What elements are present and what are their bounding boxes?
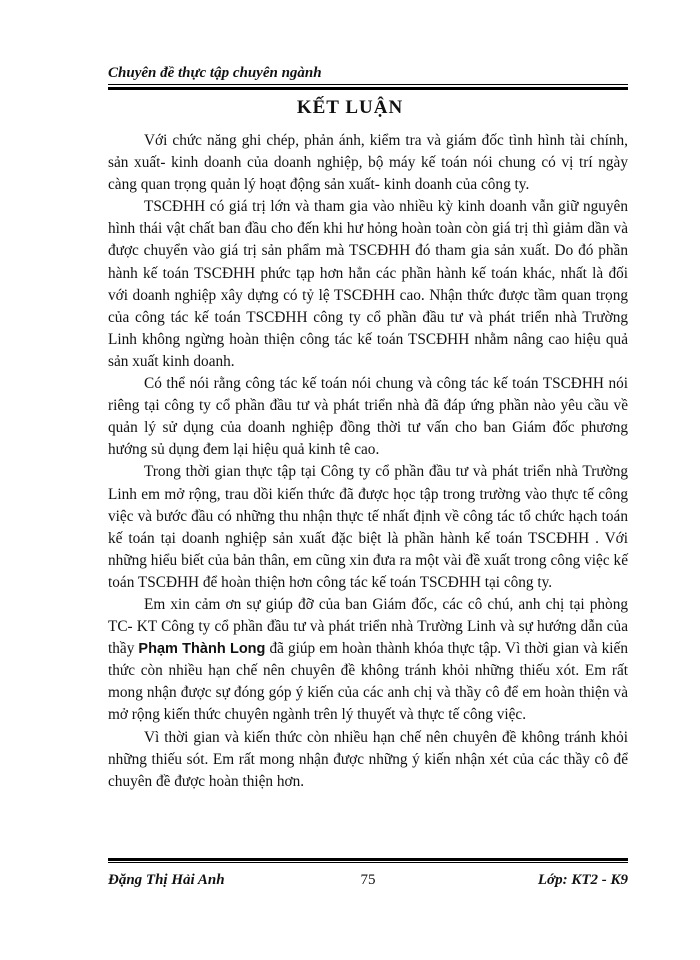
header-title: Chuyên đề thực tập chuyên ngành <box>108 65 322 81</box>
thanks-text-before: Em xin cảm ơn sự giúp đỡ của ban Giám đốc, các cô chú, anh chị tại phòng TC- KT Công ty cổ phần đầu tư và phát triển nhà Trường Linh và sự hướng dẫn của thầy <box>108 595 628 658</box>
page-number: 75 <box>360 872 376 888</box>
footer-row <box>108 868 628 892</box>
paragraph-1: Với chức năng ghi chép, phản ánh, kiểm tra và giám đốc tình hình tài chính, sản xuất- kinh doanh của doanh nghiệp, bộ máy kế toán nói chung có vị trí ngày càng quan trọng quản lý hoạt động sản xuất- kinh doanh của công ty. <box>108 132 628 194</box>
header-rule-thin <box>108 84 628 85</box>
document-title: KẾT LUẬN <box>296 97 404 118</box>
paragraph-thanks <box>108 594 628 727</box>
thanks-text-after: đã giúp em hoàn thành khóa thực tập. Vì thời gian và kiến thức còn nhiều hạn chế nên chuyên đề không tránh khỏi những thiếu xót. Em rất mong nhận được sự đóng góp ý kiến của các anh chị và thầy cô để em hoàn thiện và mở rộng kiến thức chuyên ngành trên lý thuyết và thực tế công việc. <box>108 640 628 724</box>
header-rule-thick <box>108 87 628 90</box>
document-body <box>108 130 628 793</box>
footer-author: Đặng Thị Hải Anh <box>108 872 225 888</box>
paragraph-4: Trong thời gian thực tập tại Công ty cổ phần đầu tư và phát triển nhà Trường Linh em mở rộng, trau dồi kiến thức đã được học tập trong trường vào thực tế công việc và bước đầu có những thu nhận thực tế nhất định về công tác tổ chức hạch toán kế toán tại doanh nghiệp sản xuất đặc biệt là phần hành kế toán TSCĐHH . Với những hiểu biết của bản thân, em cũng xin đưa ra một vài đề xuất trong công việc kế toán TSCĐHH để hoàn thiện hơn công tác kế toán TSCĐHH tại công ty. <box>108 463 628 591</box>
paragraph-closing: Vì thời gian và kiến thức còn nhiều hạn chế nên chuyên đề không tránh khỏi những thiếu sót. Em rất mong nhận được những ý kiến nhận xét của các thầy cô để chuyên đề được hoàn thiện hơn. <box>108 728 628 790</box>
page-header <box>108 63 628 90</box>
paragraph-2: TSCĐHH có giá trị lớn và tham gia vào nhiều kỳ kinh doanh vẫn giữ nguyên hình thái vật chất ban đầu cho đến khi hư hỏng hoàn toàn còn giá trị thì giảm dần và được chuyển vào giá trị sản phẩm mà TSCĐHH đó tham gia sản xuất. Do đó phần hành kế toán TSCĐHH phức tạp hơn hẳn các phần hành kế toán khác, nhất là đối với doanh nghiệp xây dựng có tỷ lệ TSCĐHH cao. Nhận thức được tầm quan trọng của công tác kế toán TSCĐHH công ty cổ phần đầu tư và phát triển nhà Trường Linh không ngừng hoàn thiện công tác kế toán TSCĐHH nhằm nâng cao hiệu quả sản xuất kinh doanh. <box>108 198 628 370</box>
footer-rule-thin <box>108 862 628 863</box>
footer-rule-thick <box>108 858 628 861</box>
paragraph-3: Có thể nói rằng công tác kế toán nói chung và công tác kế toán TSCĐHH nói riêng tại công ty cổ phần đầu tư và phát triển nhà đã đáp ứng phần nào yêu cầu về quản lý sử dụng của doanh nghiệp đồng thời tư vấn cho ban Giám đốc phương hướng sủ dụng đem lại hiệu quả kinh tê cao. <box>108 375 628 459</box>
advisor-name: Phạm Thành Long <box>138 641 266 658</box>
page-footer <box>108 858 628 892</box>
footer-class-label: Lớp: KT2 - K9 <box>537 872 628 888</box>
